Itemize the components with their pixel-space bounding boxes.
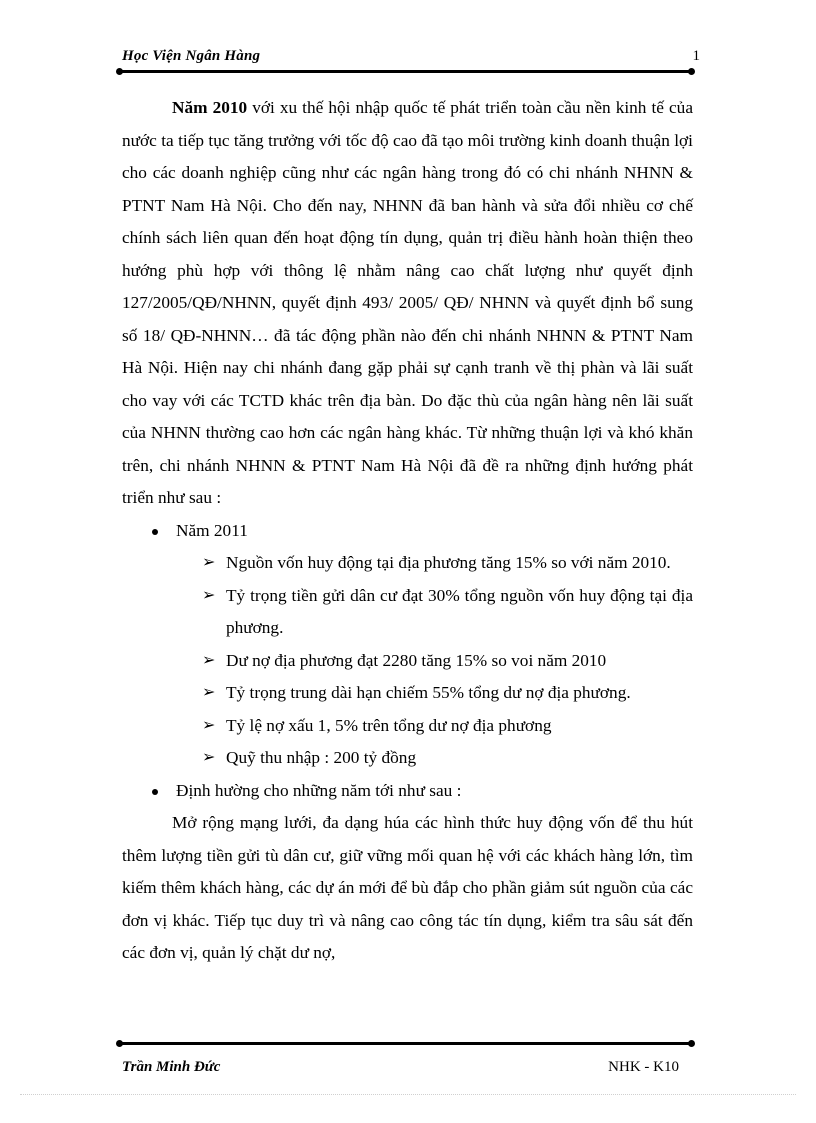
list-item: [122, 645, 693, 678]
bullet-dot-icon: [152, 529, 158, 535]
header-rule: [119, 70, 692, 73]
list-item-text: Tỷ lệ nợ xấu 1, 5% trên tổng dư nợ địa phương: [226, 715, 552, 735]
list-item: [122, 547, 693, 580]
arrow-bullet-icon: ➢: [202, 554, 216, 571]
list-item-text: Tỷ trọng tiền gửi dân cư đạt 30% tổng nguồn vốn huy động tại địa phương.: [226, 585, 693, 637]
closing-paragraph: Mở rộng mạng lưới, đa dạng húa các hình thức huy động vốn để thu hút thêm lượng tiền gửi tù dân cư, giữ vững mối quan hệ với các khách hàng lớn, tìm kiếm thêm khách hàng, các dự án mới để bù đắp cho phần giảm sút nguồn của các đơn vị khác. Tiếp tục duy trì và nâng cao công tác tín dụng, kiểm tra sâu sát đến các đơn vị, quản lý chặt dư nợ,: [122, 813, 693, 962]
list-item-text: Tỷ trọng trung dài hạn chiếm 55% tổng dư nợ địa phương.: [226, 683, 631, 702]
arrow-bullet-icon: ➢: [202, 749, 216, 766]
header-title: Học Viện Ngân Hàng: [122, 48, 261, 64]
document-body: [122, 92, 693, 970]
list-item: [122, 677, 693, 710]
list-item-text: Nguồn vốn huy động tại địa phương tăng 15% so với năm 2010.: [226, 553, 671, 572]
intro-paragraph: [122, 92, 693, 515]
bullet-label: Năm 2011: [176, 520, 248, 540]
bullet-label: Định hường cho những năm tới như sau :: [176, 780, 462, 800]
bullet-year-2011: [122, 515, 693, 548]
footer-rule: [119, 1042, 692, 1045]
arrow-bullet-icon: ➢: [202, 716, 216, 734]
intro-lead: Năm 2010: [172, 98, 248, 117]
arrow-bullet-icon: ➢: [202, 651, 216, 669]
page-header: [122, 48, 700, 68]
list-item-text: Dư nợ địa phương đạt 2280 tăng 15% so voi năm 2010: [226, 650, 607, 670]
list-item: [122, 580, 693, 645]
footer-class-code: NHK - K10: [608, 1059, 679, 1075]
arrow-bullet-icon: ➢: [202, 684, 216, 701]
list-item: [122, 710, 693, 743]
bullet-dot-icon: [152, 789, 158, 795]
bullet-future-direction: [122, 775, 693, 808]
list-item: [122, 742, 693, 775]
page-edge-divider: [20, 1094, 796, 1095]
intro-text: với xu thế hội nhập quốc tế phát triển toàn cầu nền kinh tế của nước ta tiếp tục tăng trưởng với tốc độ cao đã tạo môi trường kinh doanh thuận lợi cho các doanh nghiệp cũng như các ngân hàng trong đó có chi nhánh NHNN & PTNT Nam Hà Nội. Cho đến nay, NHNN đã ban hành và sửa đổi nhiều cơ chế chính sách liên quan đến hoạt động tín dụng, quản trị điều hành hoàn thiện theo hướng phù hợp với thông lệ nhằm nâng cao chất lượng như quyết định 127/2005/QĐ/NHNN, quyết định 493/ 2005/ QĐ/ NHNN và quyết định bổ sung số 18/ QĐ-NHNN… đã tác động phần nào đến chi nhánh NHNN & PTNT Nam Hà Nội. Hiện nay chi nhánh đang gặp phải sự cạnh tranh về thị phàn và lãi suất cho vay với các TCTD khác trên địa bàn. Do đặc thù của ngân hàng nên lãi suất của NHNN thường cao hơn các ngân hàng khác. Từ những thuận lợi và khó khăn trên, chi nhánh NHNN & PTNT Nam Hà Nội đã đề ra những định hướng phát triển như sau :: [122, 98, 693, 507]
footer-author: Trần Minh Đức: [122, 1059, 221, 1075]
page-number: 1: [692, 48, 700, 64]
arrow-bullet-icon: ➢: [202, 586, 216, 604]
list-item-text: Quỹ thu nhập : 200 tỷ đồng: [226, 748, 417, 767]
